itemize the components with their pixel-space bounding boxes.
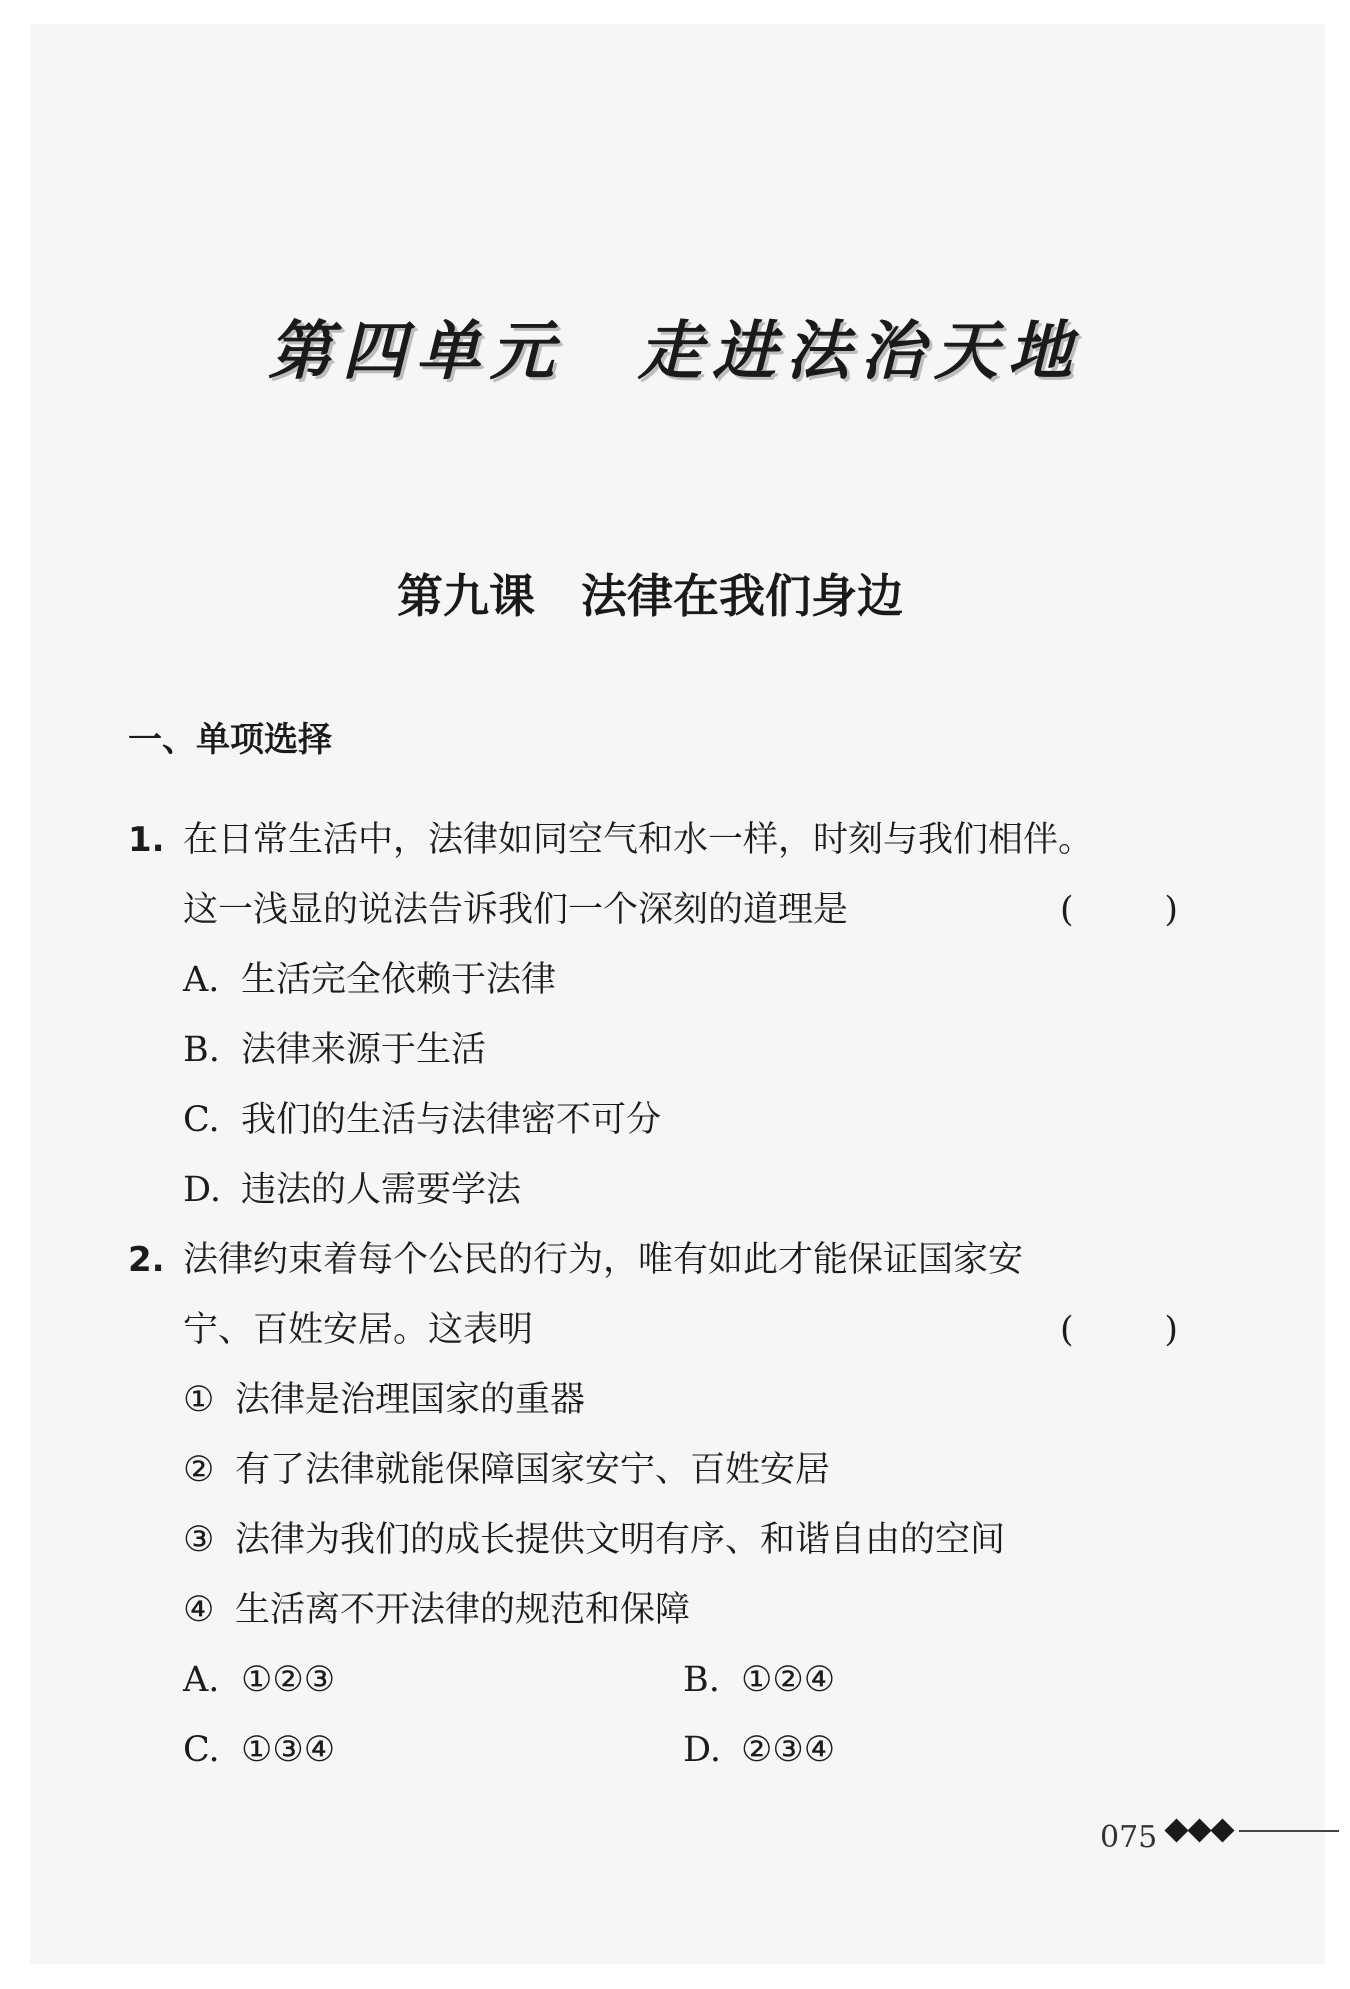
footer-decoration [1168,1822,1339,1839]
option-text: 违法的人需要学法 [241,1170,522,1210]
option-text: 法律来源于生活 [241,1030,487,1070]
option-d [683,1728,835,1772]
statement-number: ① [183,1380,215,1420]
option-b [183,1028,486,1072]
answer-parentheses [1060,1308,1178,1352]
option-text: 我们的生活与法律密不可分 [241,1100,662,1140]
question-stem-line: 这一浅显的说法告诉我们一个深刻的道理是 [183,890,849,930]
option-letter: A. [183,1660,220,1700]
statement-text: 法律为我们的成长提供文明有序、和谐自由的空间 [235,1520,1006,1560]
option-letter: D. [183,1170,221,1210]
option-letter: C. [183,1100,220,1140]
question-stem-line: 法律约束着每个公民的行为，唯有如此才能保证国家安 [183,1240,1024,1280]
option-c [183,1098,661,1142]
option-text: ①③④ [241,1730,336,1770]
option-text: ①②③ [241,1660,336,1700]
option-a [183,958,556,1002]
statement-text: 法律是治理国家的重器 [235,1380,586,1420]
statement-text: 有了法律就能保障国家安宁、百姓安居 [235,1450,831,1490]
statement-number: ④ [183,1590,215,1630]
statement-4 [183,1588,690,1632]
paren-open: ( [1060,890,1074,930]
option-letter: B. [183,1030,220,1070]
statement-3 [183,1518,1005,1562]
unit-title: 第四单元 走进法治天地 [268,314,1082,389]
statement-text: 生活离不开法律的规范和保障 [235,1590,691,1630]
option-letter: C. [183,1730,220,1770]
lesson-title: 第九课 法律在我们身边 [397,569,903,623]
question-number: 1. [128,820,165,860]
question-number: 2. [128,1240,165,1280]
question-stem-line: 在日常生活中，法律如同空气和水一样，时刻与我们相伴。 [183,820,1094,860]
option-letter: B. [683,1660,720,1700]
answer-parentheses [1060,888,1178,932]
paren-open: ( [1060,1310,1074,1350]
statement-2 [183,1448,830,1492]
page-number: 075 [1100,1820,1158,1855]
option-b [683,1658,835,1702]
option-text: ②③④ [741,1730,836,1770]
diamond-icon [1164,1818,1188,1842]
option-letter: D. [683,1730,721,1770]
option-letter: A. [183,960,220,1000]
diamond-icon [1187,1818,1211,1842]
question-stem-line: 宁、百姓安居。这表明 [183,1310,534,1350]
statement-number: ③ [183,1520,215,1560]
statement-1 [183,1378,585,1422]
paren-close: ) [1164,890,1178,930]
option-d [183,1168,521,1212]
option-text: ①②④ [741,1660,836,1700]
diamond-icon [1210,1818,1234,1842]
option-c [183,1728,335,1772]
footer-rule [1239,1830,1339,1832]
option-text: 生活完全依赖于法律 [241,960,557,1000]
statement-number: ② [183,1450,215,1490]
section-title: 一、单项选择 [128,720,332,760]
paren-close: ) [1164,1310,1178,1350]
option-a [183,1658,335,1702]
